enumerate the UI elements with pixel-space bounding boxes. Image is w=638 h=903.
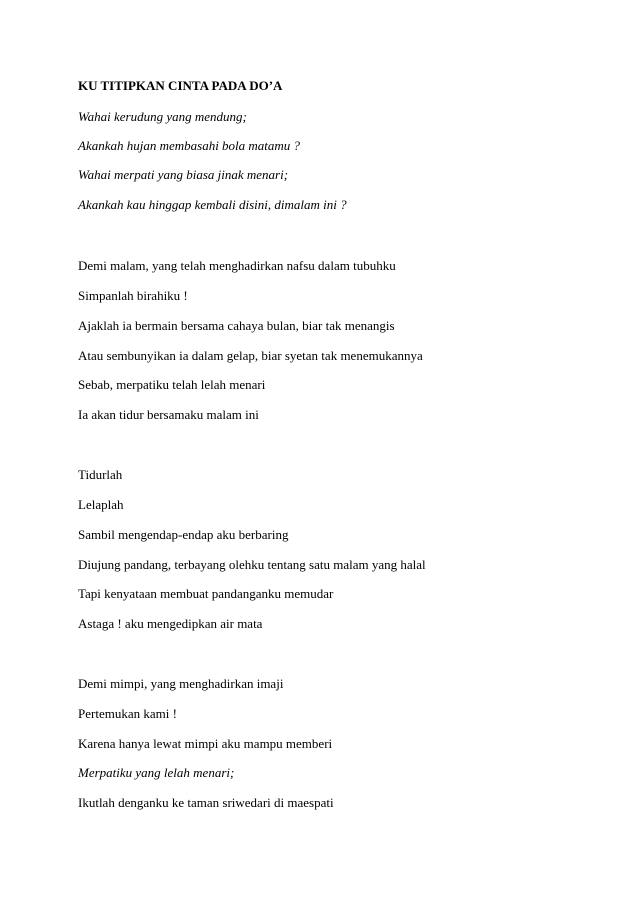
poem-line: Demi mimpi, yang menghadirkan imaji: [78, 676, 284, 691]
poem-line: Simpanlah birahiku !: [78, 288, 188, 303]
poem-line: Ajaklah ia bermain bersama cahaya bulan, biar tak menangis: [78, 318, 395, 333]
poem-line: Ia akan tidur bersamaku malam ini: [78, 407, 259, 422]
poem-line: Diujung pandang, terbayang olehku tentang satu malam yang halal: [78, 557, 426, 572]
poem-line: Tidurlah: [78, 467, 123, 482]
poem-line: Tapi kenyataan membuat pandanganku memudar: [78, 586, 334, 601]
poem-line: Sebab, merpatiku telah lelah menari: [78, 377, 266, 392]
poem-line: Demi malam, yang telah menghadirkan nafsu dalam tubuhku: [78, 258, 396, 273]
poem-line: Karena hanya lewat mimpi aku mampu memberi: [78, 736, 333, 751]
poem-title: KU TITIPKAN CINTA PADA DO’A: [78, 78, 283, 93]
poem-line: Sambil mengendap-endap aku berbaring: [78, 527, 289, 542]
poem-line: Lelaplah: [78, 497, 124, 512]
poem-line: Wahai merpati yang biasa jinak menari;: [78, 167, 289, 182]
poem-line: Wahai kerudung yang mendung;: [78, 109, 247, 124]
poem-line: Merpatiku yang lelah menari;: [78, 765, 235, 780]
poem-line: Astaga ! aku mengedipkan air mata: [78, 616, 263, 631]
poem-line: Atau sembunyikan ia dalam gelap, biar syetan tak menemukannya: [78, 348, 423, 363]
poem-line: Pertemukan kami !: [78, 706, 177, 721]
poem-line: Akankah kau hinggap kembali disini, dimalam ini ?: [78, 197, 347, 212]
poem-line: Akankah hujan membasahi bola matamu ?: [78, 138, 301, 153]
poem-line: Ikutlah denganku ke taman sriwedari di maespati: [78, 795, 334, 810]
